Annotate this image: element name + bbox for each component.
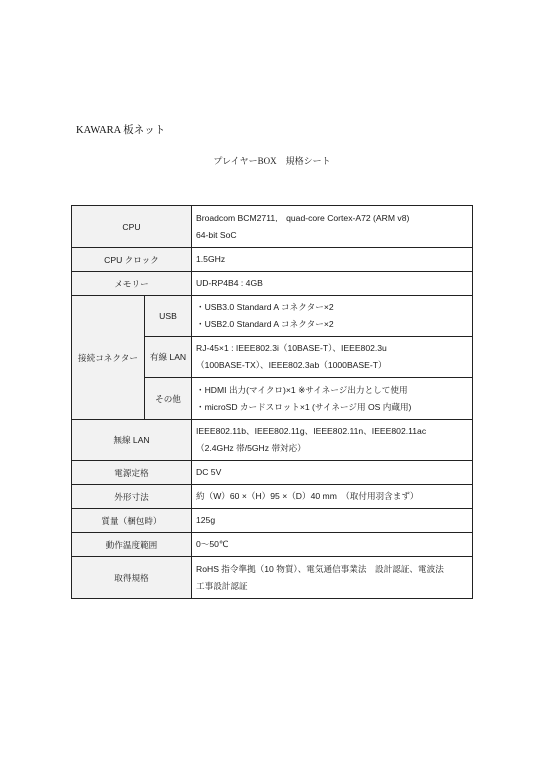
spec-row-memory bbox=[72, 272, 473, 296]
spec-label-weight: 質量（梱包時） bbox=[72, 509, 192, 533]
spec-value-cpu bbox=[192, 206, 473, 248]
spec-value-line: 64-bit SoC bbox=[196, 229, 237, 240]
spec-sublabel-other: その他 bbox=[145, 378, 192, 420]
spec-label-memory: メモリー bbox=[72, 272, 192, 296]
spec-value-line: DC 5V bbox=[196, 467, 222, 477]
spec-sublabel-lan: 有線 LAN bbox=[145, 337, 192, 378]
spec-value-line: Broadcom BCM2711, quad-core Cortex-A72 (ARM v8) bbox=[196, 212, 410, 223]
spec-value-line: 125g bbox=[196, 515, 216, 525]
spec-row-temperature bbox=[72, 533, 473, 557]
spec-label-wireless: 無線 LAN bbox=[72, 420, 192, 461]
spec-value-line: RoHS 指令準拠（10 物質）、電気通信事業法 設計認証、電波法 bbox=[196, 563, 444, 574]
spec-value-line: 1.5GHz bbox=[196, 254, 226, 264]
spec-label-certification: 取得規格 bbox=[72, 557, 192, 599]
spec-value-memory bbox=[192, 272, 473, 296]
spec-value-usb bbox=[192, 296, 473, 337]
spec-value-line: 約（W）60 ×（H）95 ×（D）40 mm （取付用羽含まず） bbox=[196, 491, 419, 501]
spec-sublabel-usb: USB bbox=[145, 296, 192, 337]
spec-value-line: （100BASE-TX）、IEEE802.3ab（1000BASE-T） bbox=[196, 360, 387, 370]
document-title: プレイヤーBOX 規格シート bbox=[213, 156, 331, 166]
spec-value-clock bbox=[192, 248, 473, 272]
spec-value-line: （2.4GHz 帯/5GHz 帯対応） bbox=[196, 443, 306, 453]
spec-row-power bbox=[72, 461, 473, 485]
spec-row-cpu bbox=[72, 206, 473, 248]
spec-value-power bbox=[192, 461, 473, 485]
spec-row-usb bbox=[72, 296, 473, 337]
spec-value-line: ・USB3.0 Standard A コネクター×2 bbox=[196, 302, 334, 312]
spec-label-dimensions: 外形寸法 bbox=[72, 485, 192, 509]
spec-row-weight bbox=[72, 509, 473, 533]
spec-label-clock: CPU クロック bbox=[72, 248, 192, 272]
spec-value-line: 0～50℃ bbox=[196, 539, 229, 549]
spec-value-temperature bbox=[192, 533, 473, 557]
spec-value-wireless bbox=[192, 420, 473, 461]
spec-value-other bbox=[192, 378, 473, 420]
spec-value-weight bbox=[192, 509, 473, 533]
spec-label-power: 電源定格 bbox=[72, 461, 192, 485]
spec-row-dimensions bbox=[72, 485, 473, 509]
spec-value-line: ・microSD カードスロット×1 (サイネージ用 OS 内蔵用) bbox=[196, 401, 412, 412]
spec-row-certification bbox=[72, 557, 473, 599]
spec-label-temperature: 動作温度範囲 bbox=[72, 533, 192, 557]
spec-value-line: RJ-45×1 : IEEE802.3i（10BASE-T）、IEEE802.3u bbox=[196, 343, 387, 353]
spec-label-cpu: CPU bbox=[72, 206, 192, 248]
spec-value-line: UD-RP4B4 : 4GB bbox=[196, 278, 263, 288]
spec-value-line: IEEE802.11b、IEEE802.11g、IEEE802.11n、IEEE802.11ac bbox=[196, 426, 427, 436]
spec-label-connector: 接続コネクター bbox=[72, 296, 145, 420]
spec-value-line: ・USB2.0 Standard A コネクター×2 bbox=[196, 319, 334, 329]
spec-value-dimensions bbox=[192, 485, 473, 509]
spec-row-clock bbox=[72, 248, 473, 272]
company-name: KAWARA 板ネット bbox=[76, 125, 166, 136]
spec-table bbox=[71, 205, 473, 599]
spec-row-wireless bbox=[72, 420, 473, 461]
spec-value-certification bbox=[192, 557, 473, 599]
spec-value-line: ・HDMI 出力(マイクロ)×1 ※サイネージ出力として使用 bbox=[196, 384, 408, 395]
spec-value-line: 工事設計認証 bbox=[196, 580, 248, 591]
spec-value-lan bbox=[192, 337, 473, 378]
